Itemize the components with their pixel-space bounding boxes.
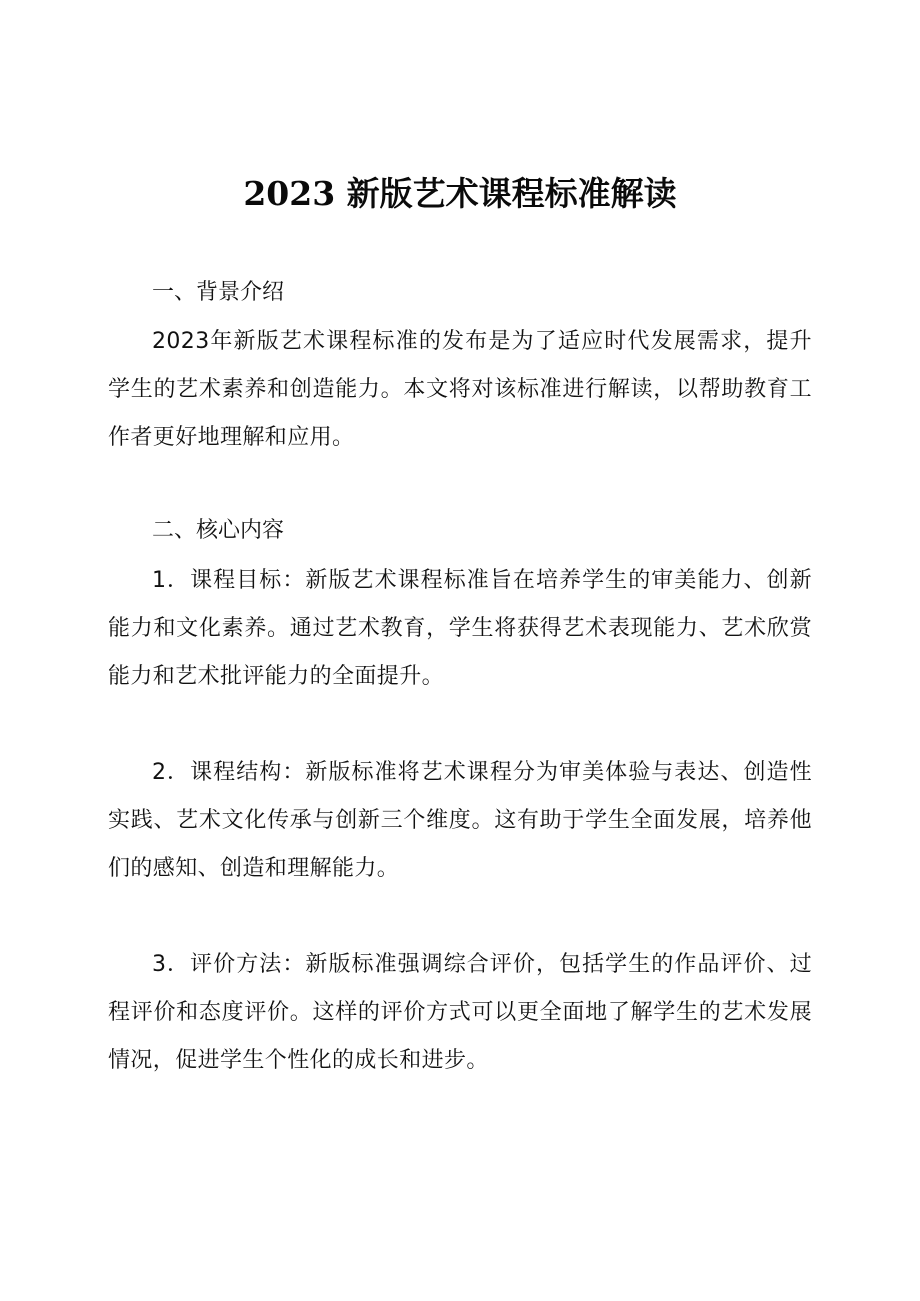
paragraph-evaluation-methods: 3．评价方法：新版标准强调综合评价，包括学生的作品评价、过程评价和态度评价。这样的评价方式可以更全面地了解学生的艺术发展情况，促进学生个性化的成长和进步。 <box>108 952 812 1073</box>
paragraph-background: 2023年新版艺术课程标准的发布是为了适应时代发展需求，提升学生的艺术素养和创造能力。本文将对该标准进行解读，以帮助教育工作者更好地理解和应用。 <box>108 329 812 450</box>
paragraph-course-goals: 1．课程目标：新版艺术课程标准旨在培养学生的审美能力、创新能力和文化素养。通过艺术教育，学生将获得艺术表现能力、艺术欣赏能力和艺术批评能力的全面提升。 <box>108 568 812 689</box>
section-heading-core-content: 二、核心内容 <box>152 518 285 543</box>
document-title: 2023 新版艺术课程标准解读 <box>243 174 677 213</box>
section-heading-background: 一、背景介绍 <box>152 280 285 305</box>
paragraph-course-structure: 2．课程结构：新版标准将艺术课程分为审美体验与表达、创造性实践、艺术文化传承与创新三个维度。这有助于学生全面发展，培养他们的感知、创造和理解能力。 <box>108 760 812 881</box>
